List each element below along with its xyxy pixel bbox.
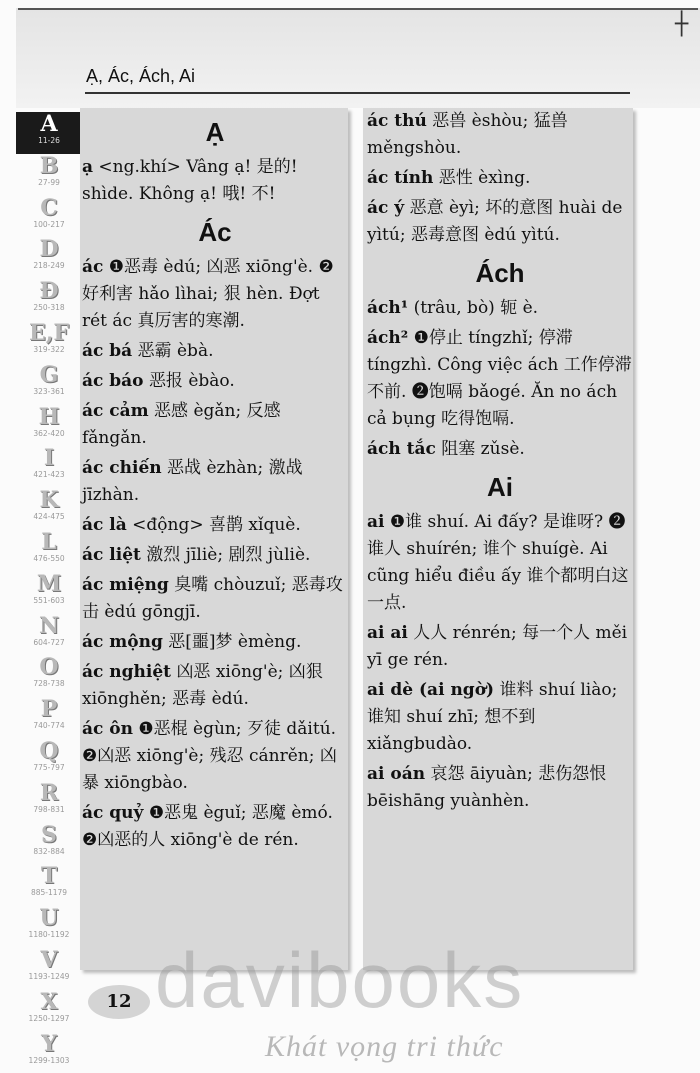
headword: ác ôn bbox=[82, 719, 133, 739]
index-tab-letter: D bbox=[39, 236, 59, 263]
index-tab-b bbox=[16, 154, 82, 196]
index-tab-d bbox=[16, 237, 82, 279]
definition: 恶霸 èbà. bbox=[137, 341, 214, 361]
index-tab-x bbox=[16, 990, 82, 1032]
headword: ác mộng bbox=[82, 632, 163, 652]
definition: 人人 rénrén; 每一个人 měi yī ge rén. bbox=[367, 623, 628, 670]
top-rule bbox=[18, 8, 698, 10]
dictionary-entry bbox=[367, 620, 633, 674]
dictionary-entry bbox=[82, 542, 348, 569]
index-tab-letter: R bbox=[39, 779, 59, 806]
headword: ác bbox=[82, 257, 104, 277]
section-heading: Ác bbox=[198, 217, 232, 247]
section-heading: Ách bbox=[475, 258, 525, 288]
index-tab-letter: Y bbox=[41, 1030, 57, 1057]
headword: ác báo bbox=[82, 371, 144, 391]
index-tab-range: 424-475 bbox=[33, 512, 65, 522]
index-tab-letter: L bbox=[41, 528, 57, 555]
definition: 凶恶 xiōng'è; 凶狠 xiōnghěn; 恶毒 èdú. bbox=[82, 662, 323, 709]
headword: ác nghiệt bbox=[82, 662, 172, 682]
headword: ai ai bbox=[367, 623, 408, 643]
crop-mark: ┼ bbox=[675, 12, 689, 37]
definition: ❶停止 tíngzhǐ; 停滞 tíngzhì. Công việc ách 工作停滞不前. ❷饱嗝 bǎogé. Ăn no ách cả bụng 吃得饱嗝. bbox=[367, 328, 632, 429]
index-tab-range: 11-26 bbox=[38, 136, 60, 145]
dictionary-entry bbox=[82, 154, 348, 208]
index-tab-o bbox=[16, 655, 82, 697]
alphabet-index bbox=[16, 112, 82, 1073]
definition: 恶[噩]梦 èmèng. bbox=[168, 632, 302, 652]
dictionary-entry bbox=[367, 436, 633, 463]
index-tab-range: 319-322 bbox=[33, 344, 65, 354]
dictionary-entry bbox=[82, 455, 348, 509]
index-tab-range: 362-420 bbox=[33, 428, 65, 438]
header-rule bbox=[85, 92, 630, 94]
index-tab-p bbox=[16, 697, 82, 739]
index-tab-r bbox=[16, 781, 82, 823]
headword: ác ý bbox=[367, 198, 405, 218]
index-tab-letter: B bbox=[39, 152, 59, 179]
definition: ❶谁 shuí. Ai đấy? 是谁呀? ❷谁人 shuírén; 谁个 shuígè. Ai cũng hiểu điều ấy 谁个都明白这一点. bbox=[367, 512, 629, 613]
index-tab-range: 728-738 bbox=[33, 679, 65, 689]
index-tab-a bbox=[16, 112, 82, 154]
index-tab-m bbox=[16, 572, 82, 614]
definition: ❶恶毒 èdú; 凶恶 xiōng'è. ❷好利害 hǎo lìhai; 狠 hèn. Đợt rét ác 真厉害的寒潮. bbox=[82, 257, 334, 331]
dictionary-entry bbox=[82, 629, 348, 656]
index-tab-range: 551-603 bbox=[33, 595, 65, 605]
index-tab-g bbox=[16, 363, 82, 405]
index-tab-v bbox=[16, 948, 82, 990]
dictionary-entry bbox=[367, 761, 633, 815]
index-tab-y bbox=[16, 1032, 82, 1073]
index-tab-range: 250-318 bbox=[33, 303, 65, 313]
index-tab-range: 27-99 bbox=[38, 177, 60, 187]
index-tab-t bbox=[16, 864, 82, 906]
dictionary-entry bbox=[367, 509, 633, 617]
headword: ai bbox=[367, 512, 385, 532]
index-tab-range: 1180-1192 bbox=[28, 930, 70, 940]
index-tab-range: 421-423 bbox=[33, 470, 65, 480]
dictionary-entry bbox=[367, 165, 633, 192]
headword: ác miệng bbox=[82, 575, 169, 595]
dictionary-entry bbox=[367, 325, 633, 433]
definition: 恶性 èxìng. bbox=[438, 168, 531, 188]
dictionary-entry bbox=[82, 800, 348, 854]
index-tab-c bbox=[16, 196, 82, 238]
right-column bbox=[363, 108, 633, 970]
index-tab-range: 832-884 bbox=[33, 846, 65, 856]
definition: ❶恶鬼 èguǐ; 恶魔 èmó. ❷凶恶的人 xiōng'è de rén. bbox=[82, 803, 333, 850]
index-tab-letter: V bbox=[40, 946, 58, 973]
index-tab-range: 1193-1249 bbox=[28, 971, 70, 981]
dictionary-entry bbox=[82, 512, 348, 539]
left-column bbox=[80, 108, 348, 970]
index-tab-letter: A bbox=[40, 111, 58, 137]
index-tab-letter: P bbox=[40, 696, 58, 723]
running-head: Ạ, Ác, Ách, Ai bbox=[86, 66, 196, 86]
index-tab-k bbox=[16, 488, 82, 530]
dictionary-entry bbox=[82, 254, 348, 335]
definition: <động> 喜鹊 xǐquè. bbox=[132, 515, 301, 535]
index-tab-s bbox=[16, 823, 82, 865]
index-tab-range: 323-361 bbox=[33, 386, 65, 396]
definition: (trâu, bò) 轭 è. bbox=[413, 298, 539, 318]
index-tab-letter: N bbox=[38, 612, 60, 639]
index-tab-range: 100-217 bbox=[33, 219, 65, 229]
index-tab-letter: K bbox=[39, 487, 59, 514]
index-tab-letter: S bbox=[41, 821, 57, 848]
headword: ác cảm bbox=[82, 401, 149, 421]
definition: 恶兽 èshòu; 猛兽 měngshòu. bbox=[367, 111, 568, 158]
index-tab-range: 775-797 bbox=[33, 762, 65, 772]
index-tab-range: 476-550 bbox=[33, 553, 65, 563]
dictionary-entry bbox=[82, 398, 348, 452]
page-number: 12 bbox=[88, 985, 150, 1019]
dictionary-entry bbox=[82, 716, 348, 797]
dictionary-entry bbox=[367, 677, 633, 758]
section-heading: Ai bbox=[487, 472, 513, 502]
index-tab-letter: X bbox=[40, 988, 58, 1015]
definition: 阻塞 zǔsè. bbox=[441, 439, 525, 459]
index-tab-letter: Đ bbox=[39, 278, 59, 305]
headword: ác là bbox=[82, 515, 127, 535]
headword: ác thú bbox=[367, 111, 427, 131]
index-tab-range: 1250-1297 bbox=[28, 1013, 70, 1023]
index-tab-letter: Q bbox=[39, 737, 59, 764]
dictionary-entry bbox=[367, 108, 633, 162]
headword: ai dè (ai ngờ) bbox=[367, 680, 495, 700]
headword: ách² bbox=[367, 328, 409, 348]
definition: 恶战 èzhàn; 激战 jīzhàn. bbox=[82, 458, 303, 505]
definition: 激烈 jīliè; 剧烈 jùliè. bbox=[146, 545, 311, 565]
definition: ❶恶棍 ègùn; 歹徒 dǎitú. ❷凶恶 xiōng'è; 残忍 cánrěn; 凶暴 xiōngbào. bbox=[82, 719, 337, 793]
definition: 恶感 ègǎn; 反感 fǎngǎn. bbox=[82, 401, 281, 448]
index-tab-range: 1299-1303 bbox=[28, 1055, 70, 1065]
headword: ai oán bbox=[367, 764, 426, 784]
index-tab-letter: E,F bbox=[28, 319, 70, 346]
headword: ác quỷ bbox=[82, 803, 144, 823]
index-tab-ef bbox=[16, 321, 82, 363]
index-tab-range: 604-727 bbox=[33, 637, 65, 647]
index-tab-letter: C bbox=[40, 194, 58, 221]
dictionary-entry bbox=[367, 195, 633, 249]
watermark-slogan: Khát vọng tri thức bbox=[265, 1030, 504, 1063]
index-tab-range: 885-1179 bbox=[30, 888, 68, 898]
index-tab-range: 798-831 bbox=[33, 804, 65, 814]
dictionary-entry bbox=[82, 368, 348, 395]
index-tab-n bbox=[16, 614, 82, 656]
index-tab-range: 740-774 bbox=[33, 721, 65, 731]
index-tab-letter: H bbox=[38, 403, 60, 430]
headword: ạ bbox=[82, 157, 94, 177]
headword: ác bá bbox=[82, 341, 133, 361]
index-tab-letter: U bbox=[39, 905, 59, 932]
definition: 臭嘴 chòuzuǐ; 恶毒攻击 èdú gōngjī. bbox=[82, 575, 343, 622]
headword: ác liệt bbox=[82, 545, 141, 565]
index-tab-letter: G bbox=[39, 361, 59, 388]
dictionary-entry bbox=[82, 338, 348, 365]
dictionary-entry bbox=[82, 572, 348, 626]
index-tab-letter: O bbox=[39, 654, 59, 681]
headword: ách tắc bbox=[367, 439, 436, 459]
index-tab-letter: M bbox=[36, 570, 62, 597]
index-tab-range: 218-249 bbox=[33, 261, 65, 271]
section-heading: Ạ bbox=[205, 117, 225, 147]
index-tab-u bbox=[16, 906, 82, 948]
index-tab-letter: T bbox=[40, 863, 58, 890]
headword: ách¹ bbox=[367, 298, 409, 318]
dictionary-entry bbox=[367, 295, 633, 322]
definition: 哀怨 āiyuàn; 悲伤怨恨 bēishāng yuànhèn. bbox=[367, 764, 607, 811]
definition: 恶意 èyì; 坏的意图 huài de yìtú; 恶毒意图 èdú yìtú. bbox=[367, 198, 623, 245]
index-tab-letter: I bbox=[43, 445, 55, 472]
index-tab-đ bbox=[16, 279, 82, 321]
headword: ác chiến bbox=[82, 458, 162, 478]
index-tab-l bbox=[16, 530, 82, 572]
headword: ác tính bbox=[367, 168, 434, 188]
definition: 谁料 shuí liào; 谁知 shuí zhī; 想不到 xiǎngbudào. bbox=[367, 680, 618, 754]
definition: 恶报 èbào. bbox=[148, 371, 235, 391]
index-tab-h bbox=[16, 405, 82, 447]
dictionary-entry bbox=[82, 659, 348, 713]
index-tab-q bbox=[16, 739, 82, 781]
index-tab-i bbox=[16, 446, 82, 488]
watermark-brand: davibooks bbox=[155, 936, 525, 1024]
definition: <ng.khí> Vâng ạ! 是的! shìde. Không ạ! 哦! 不! bbox=[82, 157, 298, 204]
